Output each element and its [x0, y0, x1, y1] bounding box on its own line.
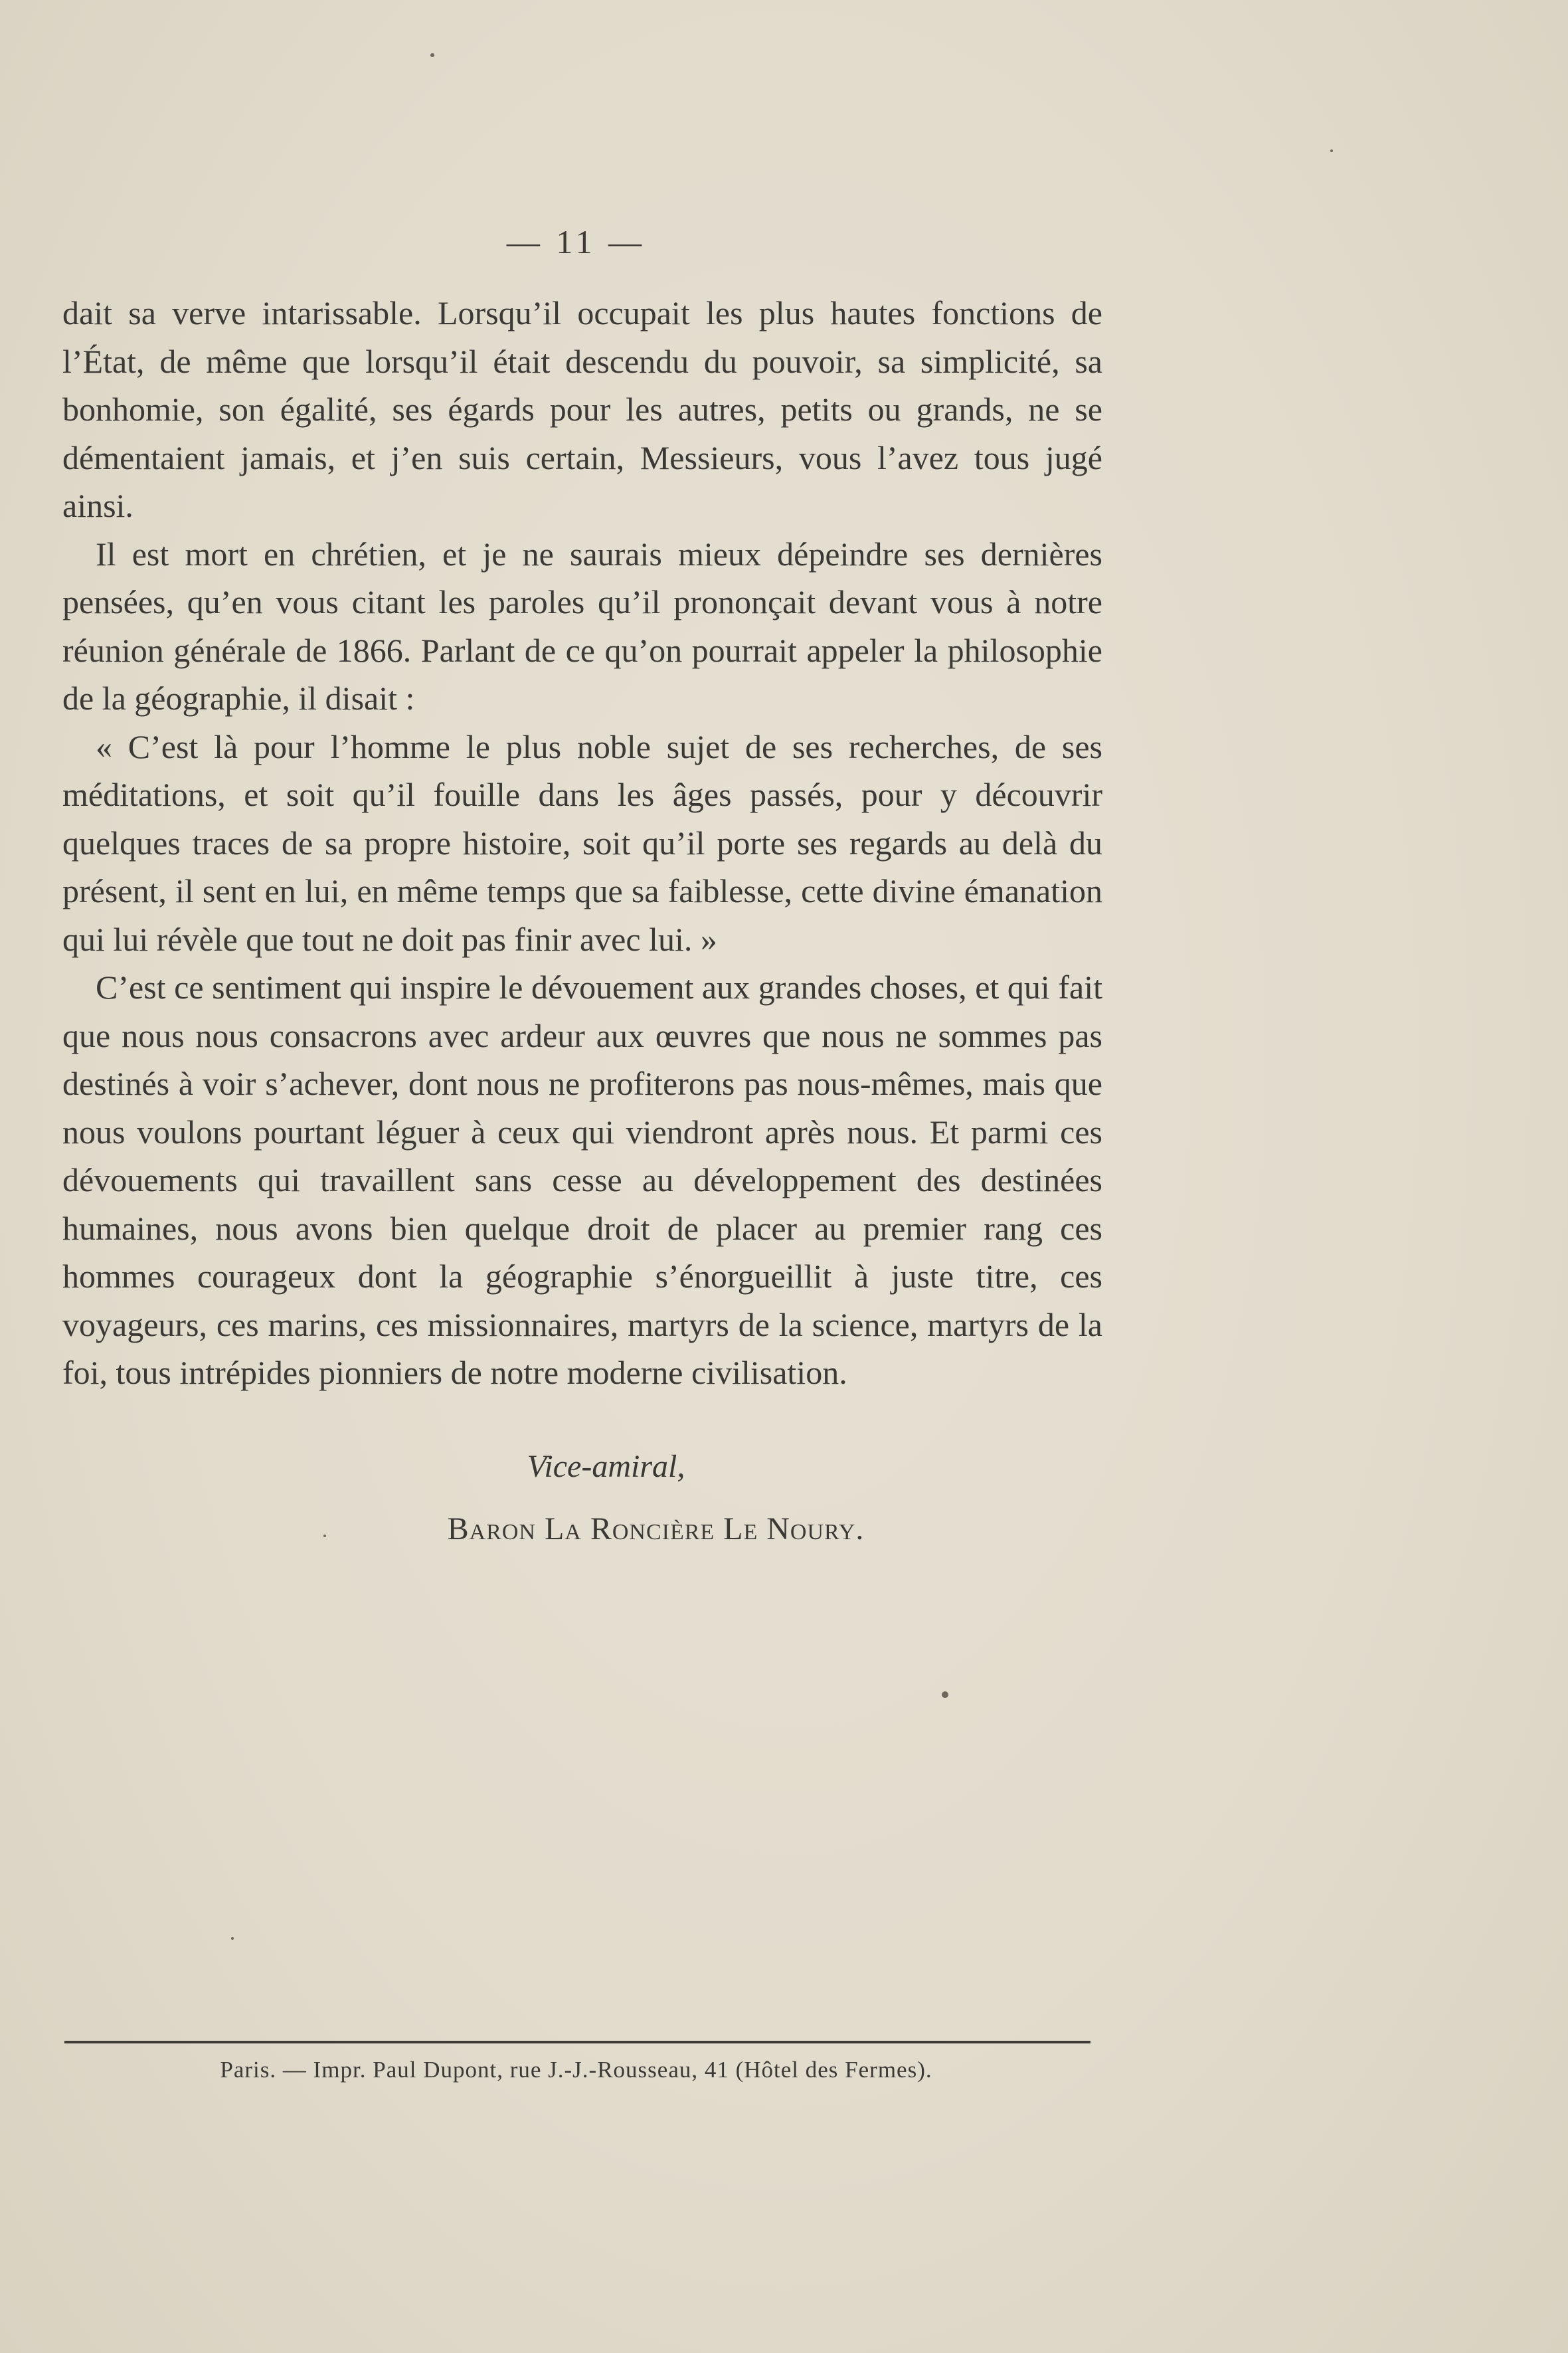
paper-speck — [323, 1535, 326, 1537]
paragraph: C’est ce sentiment qui inspire le dévouement aux grandes choses, et qui fait que nous nous consacrons avec ardeur aux œuvres que nous ne sommes pas destinés à voir s’achever, dont nous ne profiterons pas nous-mêmes, mais que nous voulons pourtant léguer à ceux qui viendront après nous. Et parmi ces dévouements qui travaillent sans cesse au développement des destinées humaines, nous avons bien quelque droit de placer au premier rang ces hommes courageux dont la géographie s’énorgueillit à juste titre, ces voyageurs, ces marins, ces missionnaires, martyrs de la science, martyrs de la foi, tous intrépides pionniers de notre moderne civilisation. — [62, 969, 1102, 1391]
paragraph: dait sa verve intarissable. Lorsqu’il occupait les plus hautes fonctions de l’État, de même que lorsqu’il était descendu du pouvoir, sa simplicité, sa bonhomie, son égalité, ses égards pour les autres, petits ou grands, ne se démentaient jamais, et j’en suis certain, Messieurs, vous l’avez tous jugé ainsi. — [62, 294, 1102, 524]
paper-speck — [942, 1691, 948, 1698]
paper-speck — [430, 53, 434, 57]
quotation-paragraph: « C’est là pour l’homme le plus noble sujet de ses recherches, de ses méditations, et soit qu’il fouille dans les âges passés, pour y découvrir quelques traces de sa propre histoire, soit qu’il porte ses regards au delà du présent, il sent en lui, en même temps que sa faiblesse, cette divine émanation qui lui révèle que tout ne doit pas finir avec lui. » — [62, 727, 1102, 958]
paper-speck — [1330, 149, 1333, 152]
signature-name: Baron La Roncière Le Noury. — [447, 1511, 865, 1547]
page-number: — 11 — — [506, 223, 646, 260]
footer-rule — [64, 2041, 1090, 2043]
signature-title: Vice-amiral, — [527, 1449, 685, 1484]
body-text — [62, 289, 1102, 1397]
paper-speck — [231, 1937, 234, 1940]
printer-imprint: Paris. — Impr. Paul Dupont, rue J.-J.-Rousseau, 41 (Hôtel des Fermes). — [220, 2057, 932, 2083]
paragraph: Il est mort en chrétien, et je ne saurais mieux dépeindre ses dernières pensées, qu’en vous citant les paroles qu’il prononçait devant vous à notre réunion générale de 1866. Parlant de ce qu’on pourrait appeler la philosophie de la géographie, il disait : — [62, 535, 1102, 717]
